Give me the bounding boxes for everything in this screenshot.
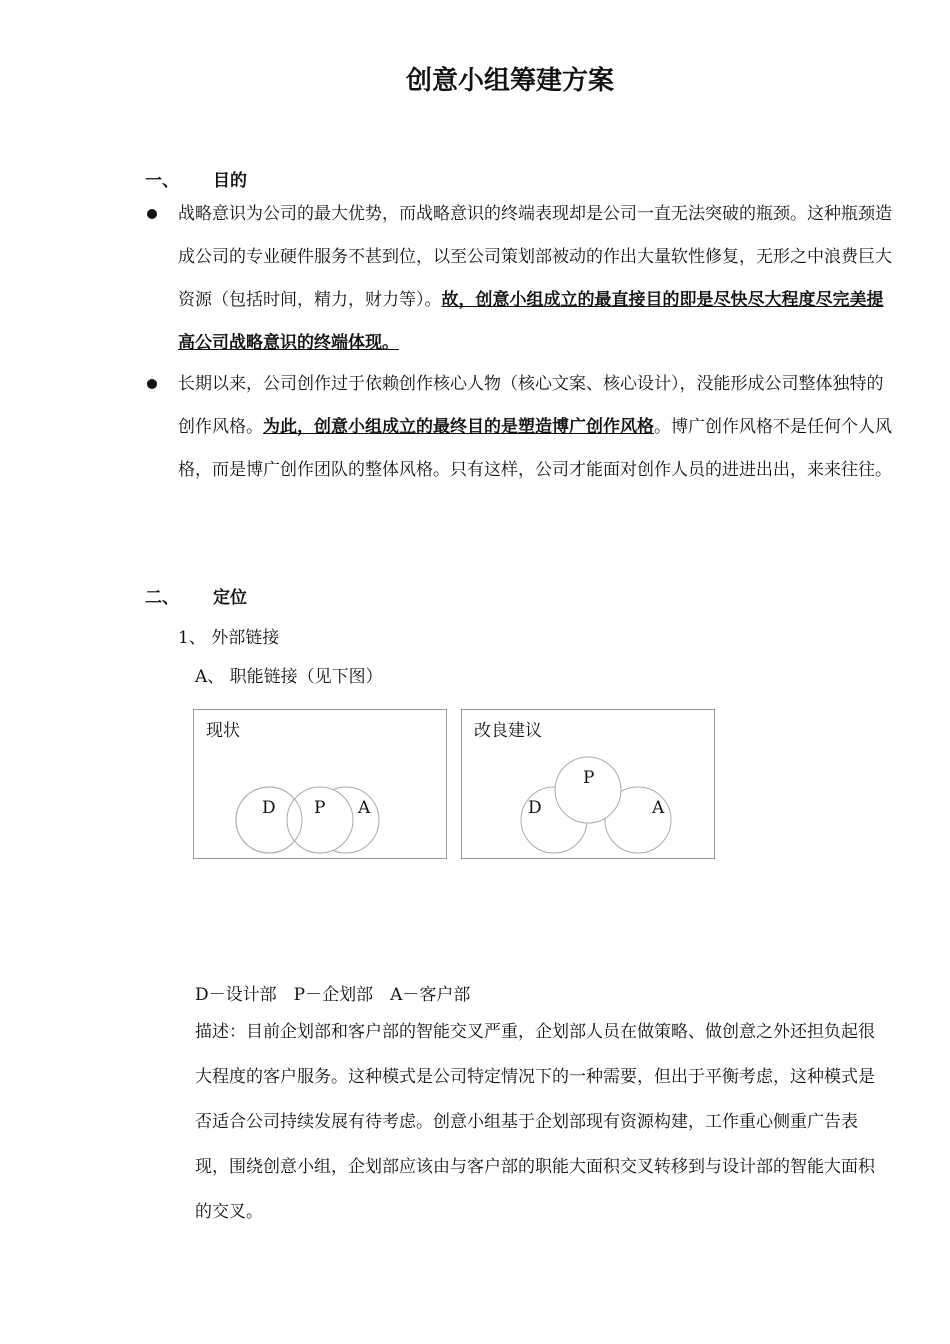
label-a: A (652, 798, 665, 818)
diagram-label: 改良建议 (474, 721, 542, 741)
bullet-dot (147, 379, 157, 389)
section-heading-purpose (145, 166, 247, 191)
label-d: D (262, 798, 276, 818)
section-number: 二、 (145, 588, 179, 608)
paragraph-text: 。博广创作风格不是任何个人风格，而是博广创作团队的整体风格。只有这样，公司才能面对创作人员的进进出出，来来往往。 (178, 417, 892, 480)
venn-current (194, 710, 446, 858)
section-heading-positioning (145, 583, 247, 608)
label-d: D (528, 798, 542, 818)
subsection-function-link: A、 职能链接（见下图） (195, 667, 383, 687)
bullet-dot (147, 209, 157, 219)
emphasis-text: 故，创意小组成立的最直接目的即是尽快尽大程度尽完美提高公司战略意识的终端体现。 (178, 290, 884, 353)
label-p: P (583, 768, 595, 788)
subsection-external-link: 1、 外部链接 (178, 628, 280, 648)
description-paragraph: 描述：目前企划部和客户部的智能交叉严重，企划部人员在做策略、做创意之外还担负起很大程度的客户服务。这种模式是公司特定情况下的一种需要，但出于平衡考虑，这种模式是否适合公司持续发展有待考虑。创意小组基于企划部现有资源构建，工作重心侧重广告表现，围绕创意小组，企划部应该由与客户部的职能大面积交叉转移到与设计部的智能大面积的交叉。 (195, 1022, 875, 1222)
purpose-paragraph-2 (178, 363, 898, 492)
section-title: 定位 (213, 588, 247, 608)
label-a: A (358, 798, 371, 818)
purpose-paragraph-1 (178, 193, 898, 365)
venn-improved (462, 710, 714, 858)
paragraph-text: 战略意识为公司的最大优势，而战略意识的终端表现却是公司一直无法突破的瓶颈。这种瓶颈造成公司的专业硬件服务不甚到位，以至公司策划部被动的作出大量软性修复，无形之中浪费巨大资源（包括时间，精力，财力等）。 (178, 204, 892, 310)
circle-planning (287, 787, 353, 853)
circle-planning (555, 757, 621, 823)
paragraph-text: 长期以来，公司创作过于依赖创作核心人物（核心文案、核心设计），没能形成公司整体独特的创作风格。 (178, 374, 884, 437)
diagram-legend: D－设计部 P－企划部 A－客户部 (195, 985, 471, 1005)
section-title: 目的 (213, 171, 247, 191)
emphasis-text: 为此，创意小组成立的最终目的是塑造博广创作风格 (263, 417, 654, 437)
label-p: P (314, 798, 326, 818)
page-title: 创意小组筹建方案 (405, 66, 614, 96)
diagram-label: 现状 (206, 721, 240, 741)
section-number: 一、 (145, 171, 179, 191)
diagram-current-state (193, 709, 447, 859)
diagram-improvement (461, 709, 715, 859)
